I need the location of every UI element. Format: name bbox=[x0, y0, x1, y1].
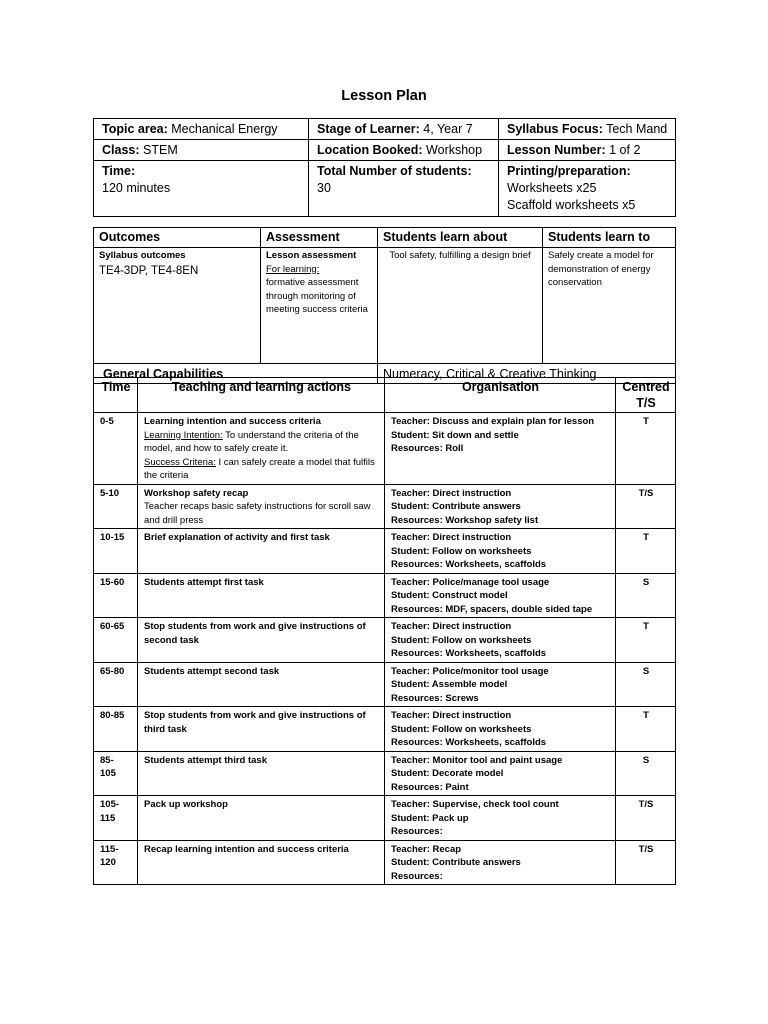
time-header: Time bbox=[94, 378, 138, 413]
printing-label: Printing/preparation: bbox=[507, 164, 631, 178]
time-cell bbox=[94, 161, 309, 217]
class-label: Class: bbox=[102, 143, 140, 157]
org-resources: Resources: bbox=[391, 826, 443, 837]
row-actions bbox=[138, 707, 385, 752]
centred-header-line-2: T/S bbox=[636, 396, 656, 410]
students-value: 30 bbox=[317, 181, 331, 195]
organisation-header: Organisation bbox=[385, 378, 616, 413]
learn-about-cell bbox=[378, 248, 543, 364]
outcomes-table bbox=[93, 227, 676, 384]
row-centred: T/S bbox=[616, 840, 676, 885]
table-row bbox=[94, 751, 676, 796]
row-centred: S bbox=[616, 662, 676, 707]
class-cell bbox=[94, 140, 309, 161]
org-resources: Resources: MDF, spacers, double sided tape bbox=[391, 603, 593, 615]
table-row bbox=[94, 573, 676, 618]
org-student: Student: Sit down and settle bbox=[391, 429, 519, 441]
org-teacher: Teacher: Direct instruction bbox=[391, 621, 512, 632]
row-centred: T bbox=[616, 618, 676, 663]
syllabus-focus-value: Tech Mand bbox=[606, 122, 668, 136]
row-organisation bbox=[385, 413, 616, 485]
location-cell bbox=[309, 140, 499, 161]
table-row bbox=[94, 707, 676, 752]
org-student: Student: Contribute answers bbox=[391, 501, 521, 512]
org-resources: Resources: Worksheets, scaffolds bbox=[391, 648, 547, 659]
learning-intention bbox=[144, 429, 379, 456]
location-value: Workshop bbox=[426, 143, 483, 157]
centred-header-line-1: Centred bbox=[622, 380, 670, 394]
row-centred: S bbox=[616, 573, 676, 618]
row-actions bbox=[138, 840, 385, 885]
row-organisation bbox=[385, 529, 616, 574]
row-action-text: Teacher recaps basic safety instructions for scroll saw and drill press bbox=[144, 501, 371, 526]
org-student: Student: Follow on worksheets bbox=[391, 545, 532, 557]
header-row-3 bbox=[94, 161, 676, 217]
assessment-cell bbox=[261, 248, 378, 364]
row-time bbox=[94, 751, 138, 796]
row-time: 0-5 bbox=[94, 413, 138, 485]
org-teacher: Teacher: Direct instruction bbox=[391, 532, 512, 543]
row-action-title: Brief explanation of activity and first task bbox=[144, 532, 330, 543]
row-time-line-2: 105 bbox=[100, 768, 116, 779]
success-criteria bbox=[144, 456, 379, 483]
row-organisation bbox=[385, 707, 616, 752]
assessment-header: Assessment bbox=[261, 228, 378, 248]
org-teacher: Teacher: Police/manage tool usage bbox=[391, 576, 550, 588]
org-student: Student: Decorate model bbox=[391, 768, 504, 779]
time-value: 120 minutes bbox=[102, 181, 171, 195]
org-resources: Resources: Workshop safety list bbox=[391, 514, 539, 526]
org-resources: Resources: Roll bbox=[391, 443, 464, 454]
centred-header bbox=[616, 378, 676, 413]
row-organisation bbox=[385, 618, 616, 663]
row-centred: S bbox=[616, 751, 676, 796]
lesson-assessment-label: Lesson assessment bbox=[266, 250, 357, 261]
row-time-line-1: 105- bbox=[100, 799, 120, 810]
org-teacher: Teacher: Discuss and explain plan for lesson bbox=[391, 416, 595, 427]
org-student: Student: Construct model bbox=[391, 590, 508, 601]
row-organisation bbox=[385, 751, 616, 796]
success-criteria-text: I can safely create a model that fulfils the criteria bbox=[144, 456, 375, 481]
org-student: Student: Follow on worksheets bbox=[391, 634, 532, 646]
org-resources: Resources: Worksheets, scaffolds bbox=[391, 559, 547, 570]
table-row bbox=[94, 413, 676, 485]
row-time: 60-65 bbox=[94, 618, 138, 663]
topic-area-label: Topic area: bbox=[102, 122, 168, 136]
org-resources: Resources: Paint bbox=[391, 781, 469, 793]
actions-header: Teaching and learning actions bbox=[138, 378, 385, 413]
row-actions bbox=[138, 662, 385, 707]
row-action-title: Learning intention and success criteria bbox=[144, 416, 321, 427]
org-teacher: Teacher: Police/monitor tool usage bbox=[391, 665, 549, 677]
success-criteria-label: Success Criteria: bbox=[144, 456, 216, 468]
row-actions bbox=[138, 618, 385, 663]
row-actions bbox=[138, 484, 385, 529]
org-teacher: Teacher: Direct instruction bbox=[391, 710, 512, 721]
org-teacher: Teacher: Recap bbox=[391, 843, 462, 855]
row-action-title: Recap learning intention and success criteria bbox=[144, 843, 349, 855]
row-action-title: Students attempt third task bbox=[144, 754, 267, 766]
org-student: Student: Assemble model bbox=[391, 679, 508, 690]
row-time-line-2: 120 bbox=[100, 857, 116, 868]
printing-line-1: Worksheets x25 bbox=[507, 181, 597, 195]
stage-cell bbox=[309, 119, 499, 140]
org-teacher: Teacher: Monitor tool and paint usage bbox=[391, 754, 563, 766]
learn-to-cell bbox=[543, 248, 676, 364]
row-actions bbox=[138, 751, 385, 796]
outcomes-header: Outcomes bbox=[94, 228, 261, 248]
syllabus-focus-cell bbox=[499, 119, 676, 140]
row-action-title: Students attempt first task bbox=[144, 576, 264, 588]
syllabus-outcomes-label: Syllabus outcomes bbox=[99, 250, 186, 261]
table-row bbox=[94, 796, 676, 841]
row-time: 15-60 bbox=[94, 573, 138, 618]
location-label: Location Booked: bbox=[317, 143, 423, 157]
learn-about-header: Students learn about bbox=[378, 228, 543, 248]
org-teacher: Teacher: Direct instruction bbox=[391, 487, 512, 499]
outcomes-header-row bbox=[94, 228, 676, 248]
lesson-number-label: Lesson Number: bbox=[507, 143, 606, 157]
timetable-header-row bbox=[94, 378, 676, 413]
lesson-number-value: 1 of 2 bbox=[609, 143, 641, 157]
learn-to-header: Students learn to bbox=[543, 228, 676, 248]
row-organisation bbox=[385, 573, 616, 618]
outcomes-body-row bbox=[94, 248, 676, 364]
org-resources: Resources: Worksheets, scaffolds bbox=[391, 737, 547, 748]
topic-area-value: Mechanical Energy bbox=[171, 122, 278, 136]
class-value: STEM bbox=[143, 143, 178, 157]
row-action-title: Pack up workshop bbox=[144, 799, 228, 810]
stage-label: Stage of Learner: bbox=[317, 122, 420, 136]
row-organisation bbox=[385, 662, 616, 707]
row-time-line-1: 85- bbox=[100, 754, 114, 766]
row-time: 80-85 bbox=[94, 707, 138, 752]
learn-to-text: Safely create a model for demonstration of energy conservation bbox=[548, 250, 654, 288]
org-teacher: Teacher: Supervise, check tool count bbox=[391, 799, 559, 810]
for-learning-label: For learning: bbox=[266, 263, 320, 275]
students-cell bbox=[309, 161, 499, 217]
row-action-title: Stop students from work and give instructions of third task bbox=[144, 710, 366, 735]
row-actions bbox=[138, 796, 385, 841]
table-row bbox=[94, 662, 676, 707]
row-time: 10-15 bbox=[94, 529, 138, 574]
assessment-text: formative assessment through monitoring of meeting success criteria bbox=[266, 277, 368, 315]
header-row-1 bbox=[94, 119, 676, 140]
syllabus-focus-label: Syllabus Focus: bbox=[507, 122, 603, 136]
row-centred: T/S bbox=[616, 484, 676, 529]
table-row bbox=[94, 529, 676, 574]
lesson-number-cell bbox=[499, 140, 676, 161]
time-label: Time: bbox=[102, 164, 136, 178]
row-actions bbox=[138, 573, 385, 618]
org-student: Student: Contribute answers bbox=[391, 857, 521, 868]
row-organisation bbox=[385, 840, 616, 885]
syllabus-outcomes-cell bbox=[94, 248, 261, 364]
row-time-line-1: 115- bbox=[100, 843, 119, 855]
row-time: 65-80 bbox=[94, 662, 138, 707]
row-time bbox=[94, 796, 138, 841]
capabilities-value: Numeracy, Critical & Creative Thinking bbox=[378, 364, 676, 384]
header-table bbox=[93, 118, 676, 217]
org-student: Student: Pack up bbox=[391, 812, 469, 824]
row-centred: T bbox=[616, 707, 676, 752]
row-action-title: Workshop safety recap bbox=[144, 487, 249, 499]
capabilities-label: General Capabilities bbox=[94, 364, 378, 384]
table-row bbox=[94, 618, 676, 663]
row-time: 5-10 bbox=[94, 484, 138, 529]
org-resources: Resources: bbox=[391, 870, 443, 882]
row-action-title: Students attempt second task bbox=[144, 665, 280, 677]
stage-value: 4, Year 7 bbox=[423, 122, 473, 136]
row-centred: T bbox=[616, 529, 676, 574]
row-centred: T bbox=[616, 413, 676, 485]
row-centred: T/S bbox=[616, 796, 676, 841]
students-label: Total Number of students: bbox=[317, 164, 472, 178]
syllabus-outcomes-codes: TE4-3DP, TE4-8EN bbox=[99, 264, 199, 277]
page-title: Lesson Plan bbox=[341, 88, 427, 104]
header-row-2 bbox=[94, 140, 676, 161]
row-actions bbox=[138, 413, 385, 485]
learning-intention-text: To understand the criteria of the model, and how to safely create it. bbox=[144, 429, 359, 454]
learning-intention-label: Learning Intention: bbox=[144, 429, 223, 441]
row-time bbox=[94, 840, 138, 885]
table-row bbox=[94, 484, 676, 529]
org-resources: Resources: Screws bbox=[391, 692, 479, 704]
row-organisation bbox=[385, 796, 616, 841]
table-row bbox=[94, 840, 676, 885]
row-actions bbox=[138, 529, 385, 574]
row-organisation bbox=[385, 484, 616, 529]
learn-about-text: Tool safety, fulfilling a design brief bbox=[389, 250, 531, 261]
printing-cell bbox=[499, 161, 676, 217]
topic-area-cell bbox=[94, 119, 309, 140]
org-student: Student: Follow on worksheets bbox=[391, 723, 532, 735]
printing-line-2: Scaffold worksheets x5 bbox=[507, 198, 636, 212]
row-action-title: Stop students from work and give instructions of second task bbox=[144, 621, 366, 646]
timetable bbox=[93, 377, 676, 885]
row-time-line-2: 115 bbox=[100, 812, 116, 824]
